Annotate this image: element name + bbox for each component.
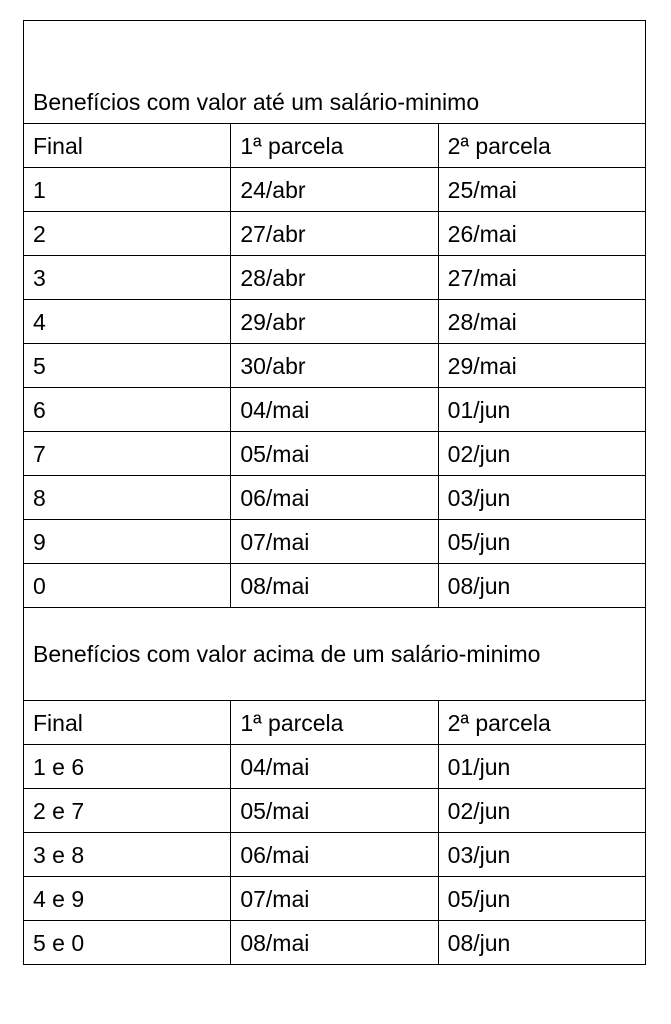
cell-2a-parcela: 02/jun <box>438 789 645 833</box>
cell-final: 9 <box>24 520 231 564</box>
section1-header-row <box>24 124 646 168</box>
cell-final: 4 <box>24 300 231 344</box>
table-row <box>24 564 646 608</box>
section2-title: Benefícios com valor acima de um salário-minimo <box>24 608 646 701</box>
header-final: Final <box>24 124 231 168</box>
table-row <box>24 921 646 965</box>
table-row <box>24 256 646 300</box>
cell-1a-parcela: 05/mai <box>231 789 438 833</box>
cell-1a-parcela: 08/mai <box>231 921 438 965</box>
cell-1a-parcela: 30/abr <box>231 344 438 388</box>
cell-final: 5 <box>24 344 231 388</box>
cell-1a-parcela: 27/abr <box>231 212 438 256</box>
header-2a-parcela: 2ª parcela <box>438 701 645 745</box>
cell-final: 6 <box>24 388 231 432</box>
table-row <box>24 789 646 833</box>
table-row <box>24 432 646 476</box>
cell-2a-parcela: 25/mai <box>438 168 645 212</box>
cell-1a-parcela: 28/abr <box>231 256 438 300</box>
section1-title-row <box>24 21 646 124</box>
table-row <box>24 344 646 388</box>
cell-2a-parcela: 08/jun <box>438 564 645 608</box>
cell-final: 3 <box>24 256 231 300</box>
cell-1a-parcela: 24/abr <box>231 168 438 212</box>
header-1a-parcela: 1ª parcela <box>231 124 438 168</box>
cell-1a-parcela: 07/mai <box>231 520 438 564</box>
cell-1a-parcela: 08/mai <box>231 564 438 608</box>
cell-final: 5 e 0 <box>24 921 231 965</box>
cell-final: 0 <box>24 564 231 608</box>
cell-2a-parcela: 03/jun <box>438 833 645 877</box>
cell-final: 3 e 8 <box>24 833 231 877</box>
table-row <box>24 300 646 344</box>
cell-2a-parcela: 05/jun <box>438 877 645 921</box>
cell-1a-parcela: 29/abr <box>231 300 438 344</box>
cell-1a-parcela: 07/mai <box>231 877 438 921</box>
table-row <box>24 833 646 877</box>
cell-2a-parcela: 27/mai <box>438 256 645 300</box>
table-row <box>24 745 646 789</box>
section1-title: Benefícios com valor até um salário-minimo <box>24 21 646 124</box>
cell-final: 7 <box>24 432 231 476</box>
header-1a-parcela: 1ª parcela <box>231 701 438 745</box>
cell-1a-parcela: 06/mai <box>231 476 438 520</box>
cell-2a-parcela: 03/jun <box>438 476 645 520</box>
cell-2a-parcela: 01/jun <box>438 388 645 432</box>
cell-1a-parcela: 04/mai <box>231 745 438 789</box>
table-row <box>24 212 646 256</box>
cell-2a-parcela: 26/mai <box>438 212 645 256</box>
cell-final: 1 e 6 <box>24 745 231 789</box>
table-row <box>24 877 646 921</box>
table-row <box>24 520 646 564</box>
cell-1a-parcela: 06/mai <box>231 833 438 877</box>
table-row <box>24 388 646 432</box>
cell-1a-parcela: 04/mai <box>231 388 438 432</box>
table-row <box>24 168 646 212</box>
cell-2a-parcela: 29/mai <box>438 344 645 388</box>
cell-2a-parcela: 08/jun <box>438 921 645 965</box>
cell-final: 8 <box>24 476 231 520</box>
cell-final: 2 <box>24 212 231 256</box>
header-final: Final <box>24 701 231 745</box>
section2-title-row <box>24 608 646 701</box>
cell-final: 2 e 7 <box>24 789 231 833</box>
header-2a-parcela: 2ª parcela <box>438 124 645 168</box>
cell-2a-parcela: 02/jun <box>438 432 645 476</box>
cell-final: 1 <box>24 168 231 212</box>
section2-header-row <box>24 701 646 745</box>
cell-2a-parcela: 28/mai <box>438 300 645 344</box>
cell-1a-parcela: 05/mai <box>231 432 438 476</box>
cell-final: 4 e 9 <box>24 877 231 921</box>
cell-2a-parcela: 01/jun <box>438 745 645 789</box>
cell-2a-parcela: 05/jun <box>438 520 645 564</box>
payment-schedule-table <box>23 20 646 965</box>
table-row <box>24 476 646 520</box>
